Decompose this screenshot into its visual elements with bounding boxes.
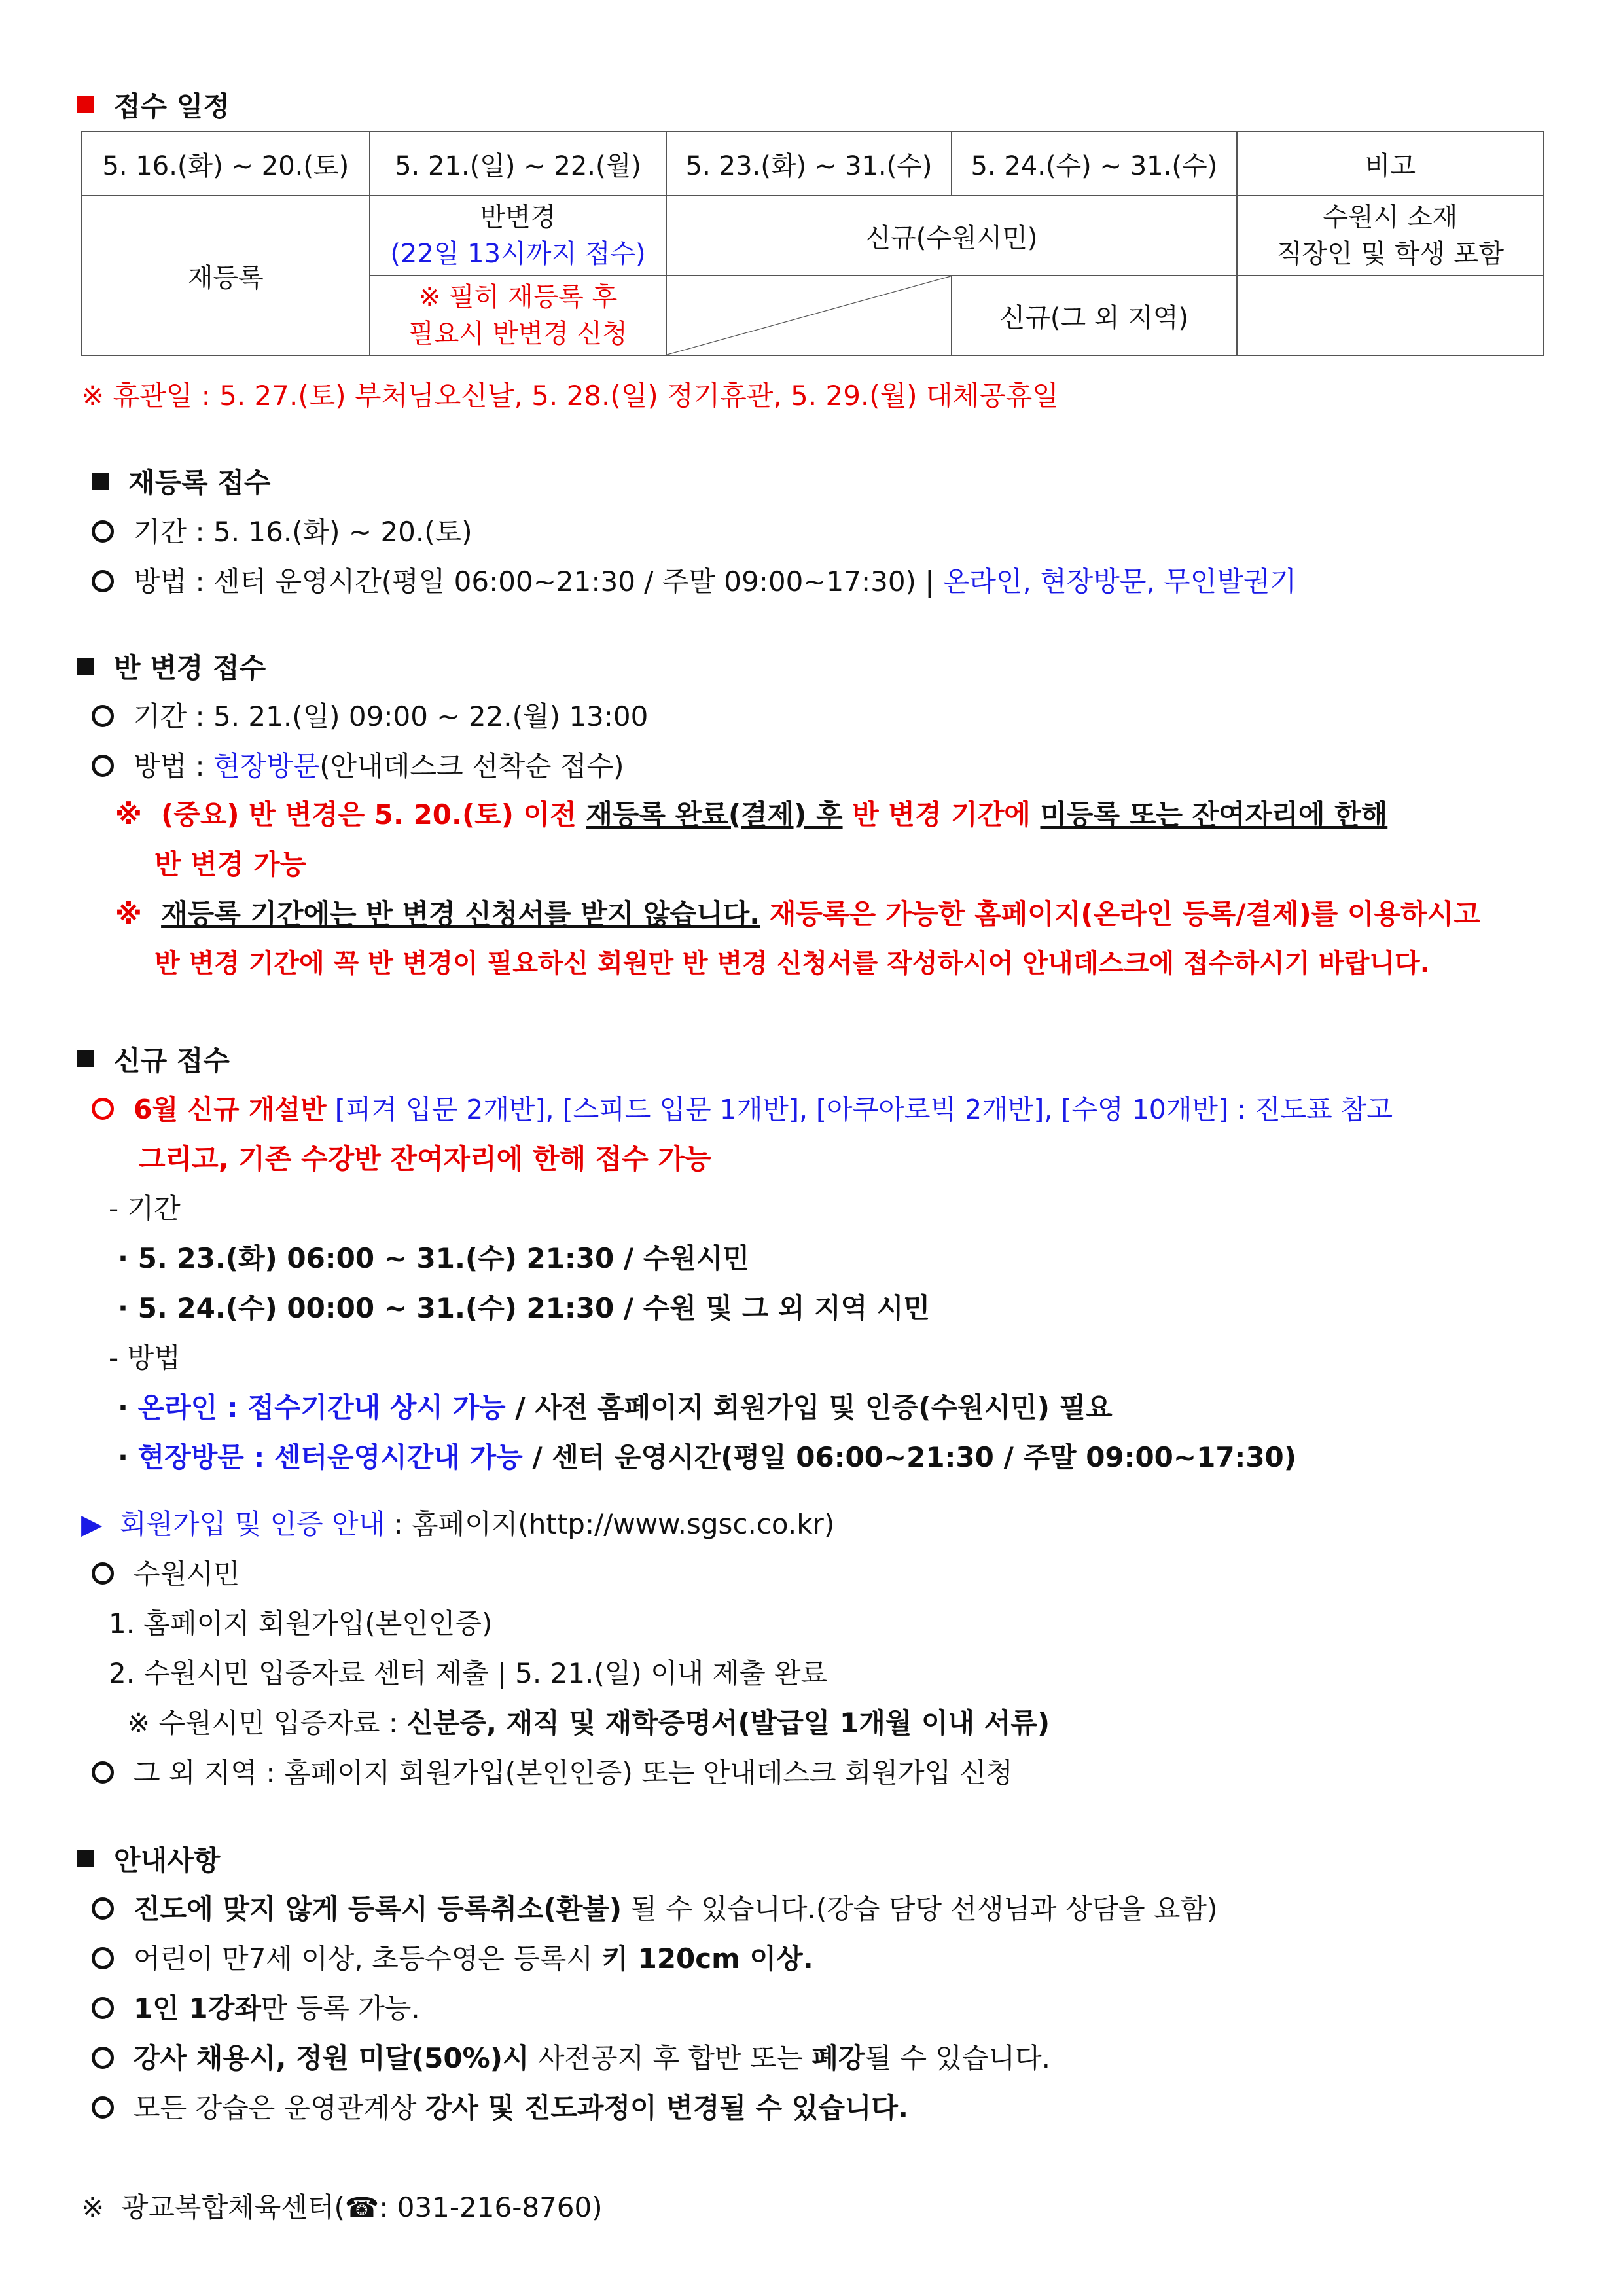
- item4-d: 될 수 있습니다.: [865, 2042, 1051, 2074]
- re-register-cell: 재등록: [82, 196, 370, 355]
- item2-b: 키 120cm 이상.: [601, 1943, 813, 1975]
- square-icon: [77, 1850, 94, 1867]
- header-cell: 5. 21.(일) ~ 22.(월): [370, 132, 667, 196]
- remark-cell: [1237, 196, 1544, 276]
- online-b: / 사전 홈페이지 회원가입 및 인증(수원시민) 필요: [505, 1391, 1113, 1424]
- square-icon: [77, 658, 94, 675]
- visit-b: / 센터 운영시간(평일 06:00~21:30 / 주말 09:00~17:30): [522, 1441, 1296, 1473]
- signup-proof: [127, 1702, 1050, 1741]
- class-change-warn-cell: [370, 276, 667, 355]
- item3-b: 만 등록 가능.: [260, 1992, 420, 2024]
- newreg-open: [92, 1088, 1393, 1126]
- circle-bullet-icon: [92, 705, 114, 727]
- proof-b: 신분증, 재직 및 재학증명서(발급일 1개월 이내 서류): [406, 1707, 1050, 1739]
- notice-item-1: [92, 1888, 1218, 1927]
- signup-other: [92, 1751, 1013, 1791]
- method-visit: 현장방문: [213, 750, 320, 782]
- notice-title-text: 안내사항: [114, 1844, 221, 1876]
- new-suwon-cell: 신규(수원시민): [666, 196, 1236, 276]
- red-square-icon: [77, 96, 94, 113]
- newreg-online: [118, 1386, 1113, 1426]
- dot: ·: [118, 1391, 138, 1424]
- classchange-title: [77, 647, 266, 686]
- square-icon: [77, 1050, 94, 1067]
- note-mark: ※: [115, 898, 142, 930]
- schedule-title: [77, 85, 230, 124]
- circle-bullet-icon: [92, 2096, 114, 2119]
- visit-a: 현장방문 : 센터운영시간내 가능: [137, 1441, 523, 1473]
- newreg-title-text: 신규 접수: [114, 1045, 230, 1077]
- item3-a: 1인 1강좌: [134, 1992, 261, 2024]
- online-a: 온라인 : 접수기간내 상시 가능: [137, 1391, 506, 1424]
- newreg-open-a: 6월 신규 개설반: [134, 1094, 327, 1125]
- classchange-note1-line2: 반 변경 가능: [154, 848, 307, 880]
- schedule-table: [81, 131, 1544, 356]
- dot: ·: [118, 1441, 138, 1473]
- reregister-method-text: 방법 : 센터 운영시간(평일 06:00~21:30 / 주말 09:00~17:30) |: [134, 565, 943, 598]
- classchange-note1: [115, 793, 1387, 833]
- reregister-title: [92, 461, 270, 501]
- note2-b: 재등록은 가능한 홈페이지(온라인 등록/결제)를 이용하시고: [760, 898, 1480, 930]
- item5-b: 강사 및 진도과정이 변경될 수 있습니다.: [425, 2092, 908, 2124]
- diagonal-line: [667, 276, 951, 355]
- signup-homepage: : 홈페이지(http://www.sgsc.co.kr): [385, 1508, 835, 1540]
- proof-a: ※ 수원시민 입증자료 :: [127, 1707, 407, 1739]
- holiday-notice: ※ 휴관일 : 5. 27.(토) 부처님오신날, 5. 28.(일) 정기휴관, 5. 29.(월) 대체공휴일: [81, 380, 1059, 412]
- diagonal-empty-cell: [666, 276, 952, 355]
- circle-bullet-icon: [92, 1947, 114, 1969]
- reregister-period-text: 기간 : 5. 16.(화) ~ 20.(토): [134, 516, 473, 548]
- item2-a: 어린이 만7세 이상, 초등수영은 등록시: [134, 1943, 602, 1975]
- item5-a: 모든 강습은 운영관계상: [134, 2092, 425, 2124]
- phone-icon: ☎: [344, 2191, 380, 2223]
- item1-b: 될 수 있습니다.(강습 담당 선생님과 상담을 요함): [622, 1893, 1218, 1925]
- notice-item-3: [92, 1987, 420, 2026]
- circle-bullet-icon: [92, 1897, 114, 1920]
- footer-mark: ※: [81, 2191, 105, 2223]
- note1-d: 미등록 또는 잔여자리에 한해: [1040, 798, 1388, 831]
- item1-a: 진도에 맞지 않게 등록시 등록취소(환불): [134, 1893, 622, 1925]
- reregister-title-text: 재등록 접수: [128, 467, 271, 499]
- item4-b: 사전공지 후 합반 또는: [529, 2042, 812, 2074]
- schedule-header-row: [82, 132, 1544, 196]
- signup-step2: 2. 수원시민 입증자료 센터 제출 | 5. 21.(일) 이내 제출 완료: [109, 1657, 828, 1689]
- reregister-period: [92, 511, 473, 550]
- newreg-period2: · 5. 24.(수) 00:00 ~ 31.(수) 21:30 / 수원 및 그 외 지역 시민: [118, 1292, 931, 1324]
- signup-heading: [81, 1503, 834, 1542]
- square-icon: [92, 473, 109, 490]
- class-change-label: 반변경: [480, 202, 556, 232]
- note1-a: (중요) 반 변경은 5. 20.(토) 이전: [161, 798, 586, 831]
- circle-bullet-icon: [92, 1761, 114, 1784]
- note1-c: 반 변경 기간에: [842, 798, 1041, 831]
- classchange-title-text: 반 변경 접수: [114, 652, 266, 684]
- reregister-method: [92, 560, 1296, 600]
- footer-center: 광교복합체육센터(: [121, 2191, 345, 2223]
- class-change-note: (22일 13시까지 접수): [390, 239, 646, 269]
- arrow-icon: ▶: [81, 1508, 103, 1540]
- newreg-visit: [118, 1436, 1296, 1475]
- signup-other-text: 그 외 지역 : 홈페이지 회원가입(본인인증) 또는 안내데스크 회원가입 신청: [134, 1757, 1013, 1789]
- classchange-period: [92, 695, 648, 734]
- signup-title: 회원가입 및 인증 안내: [120, 1508, 385, 1540]
- remark-line-1: 수원시 소재: [1323, 202, 1458, 232]
- circle-bullet-icon: [92, 2047, 114, 2069]
- note1-b: 재등록 완료(결제) 후: [586, 798, 843, 831]
- circle-bullet-icon: [92, 1997, 114, 2019]
- new-other-cell: 신규(그 외 지역): [952, 276, 1237, 355]
- class-change-warn-1: ※ 필히 재등록 후: [418, 282, 618, 312]
- newreg-title: [77, 1039, 230, 1079]
- circle-bullet-icon: [92, 520, 114, 543]
- note2-a: 재등록 기간에는 반 변경 신청서를 받지 않습니다.: [161, 898, 760, 930]
- footer-phone: : 031-216-8760): [379, 2191, 603, 2223]
- method-suffix: (안내데스크 선착순 접수): [319, 750, 624, 782]
- circle-bullet-icon: [92, 1562, 114, 1585]
- class-change-cell: [370, 196, 667, 276]
- classchange-note2: [115, 893, 1480, 932]
- signup-suwon-label: 수원시민: [134, 1558, 240, 1590]
- remark-empty-cell: [1237, 276, 1544, 355]
- circle-bullet-icon: [92, 755, 114, 777]
- red-circle-bullet-icon: [92, 1098, 114, 1120]
- header-cell: 5. 24.(수) ~ 31.(수): [952, 132, 1237, 196]
- classchange-method: [92, 745, 624, 784]
- newreg-open-b: [피겨 입문 2개반], [스피드 입문 1개반], [아쿠아로빅 2개반], [수영 10개반] : 진도표 참고: [326, 1094, 1393, 1125]
- newreg-open-line2: 그리고, 기존 수강반 잔여자리에 한해 접수 가능: [139, 1143, 711, 1175]
- note-mark: ※: [115, 798, 142, 831]
- item4-a: 강사 채용시, 정원 미달(50%)시: [134, 2042, 529, 2074]
- classchange-note2-line2: 반 변경 기간에 꼭 반 변경이 필요하신 회원만 반 변경 신청서를 작성하시어 안내데스크에 접수하시기 바랍니다.: [154, 948, 1430, 978]
- classchange-period-text: 기간 : 5. 21.(일) 09:00 ~ 22.(월) 13:00: [134, 700, 649, 732]
- header-cell: 비고: [1237, 132, 1544, 196]
- circle-bullet-icon: [92, 570, 114, 592]
- notice-item-2: [92, 1937, 813, 1977]
- remark-line-2: 직장인 및 학생 포함: [1276, 239, 1504, 269]
- header-cell: 5. 16.(화) ~ 20.(토): [82, 132, 370, 196]
- header-cell: 5. 23.(화) ~ 31.(수): [666, 132, 952, 196]
- footer-contact: [81, 2186, 603, 2225]
- newreg-period1: · 5. 23.(화) 06:00 ~ 31.(수) 21:30 / 수원시민: [118, 1242, 750, 1274]
- signup-suwon: [92, 1552, 240, 1592]
- method-prefix: 방법 :: [134, 750, 213, 782]
- signup-step1: 1. 홈페이지 회원가입(본인인증): [109, 1607, 493, 1640]
- notice-item-4: [92, 2037, 1050, 2076]
- notice-item-5: [92, 2087, 908, 2126]
- schedule-title-text: 접수 일정: [114, 90, 230, 122]
- newreg-period-label: - 기간: [109, 1193, 181, 1225]
- reregister-channels: 온라인, 현장방문, 무인발권기: [942, 565, 1297, 598]
- item4-c: 폐강: [812, 2042, 865, 2074]
- notice-title: [77, 1839, 220, 1878]
- newreg-method-label: - 방법: [109, 1342, 181, 1374]
- class-change-warn-2: 필요시 반변경 신청: [408, 319, 628, 349]
